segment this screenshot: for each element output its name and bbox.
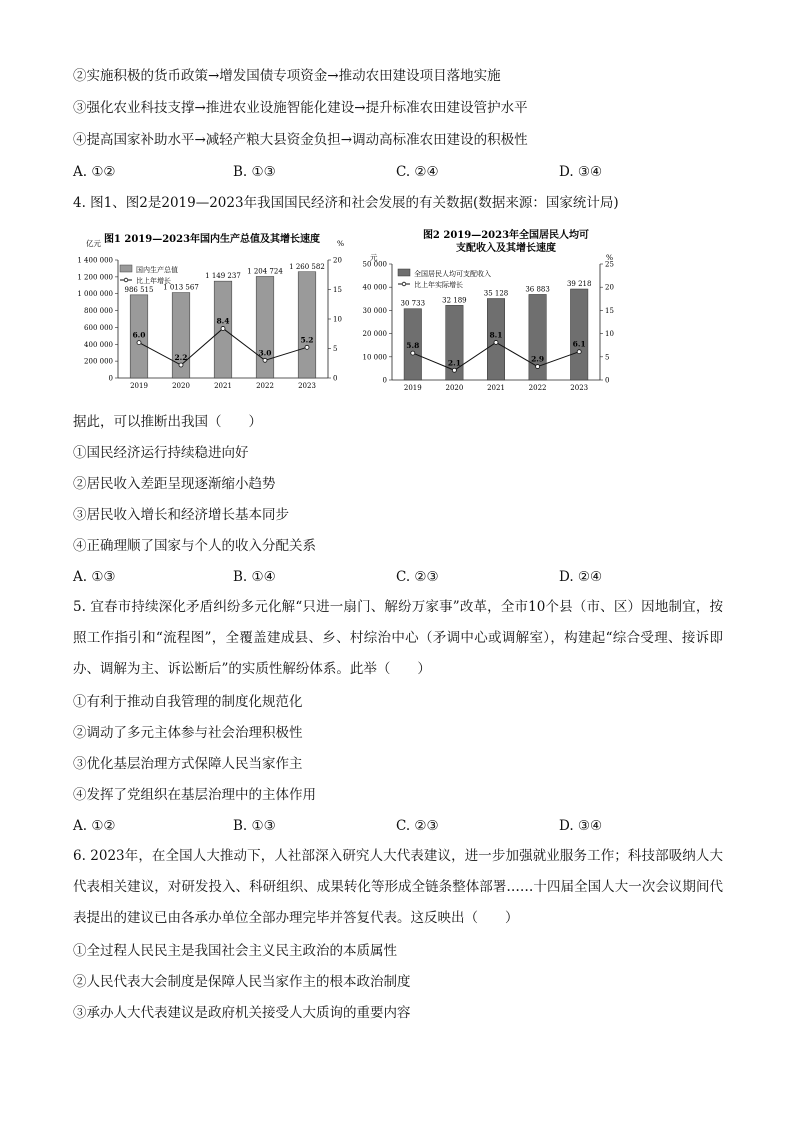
chart1-legend-line-label: 比上年增长: [136, 277, 171, 285]
chart2-growth-point-2019: [411, 351, 415, 355]
chart2-bar-label-2023: 39 218: [566, 280, 592, 289]
q4-option-d: D. ②④: [559, 569, 603, 585]
chart2-left-tick-label: 40 000: [362, 283, 387, 292]
chart2-growth-label-2020: 2.1: [447, 358, 461, 368]
chart1-right-unit: %: [337, 239, 345, 248]
chart2-right-unit: %: [606, 253, 614, 262]
q3-option-b: B. ①③: [233, 164, 276, 180]
chart1-growth-point-2020: [179, 363, 183, 367]
chart2-legend-line-marker: [402, 282, 406, 286]
chart1-bar-label-2023: 1 260 582: [289, 262, 325, 271]
chart2-legend-line-label: 比上年实际增长: [414, 281, 463, 289]
chart1-category-2020: 2020: [172, 382, 190, 390]
chart1-growth-point-2022: [263, 358, 267, 362]
chart2-right-tick-label: 20: [605, 283, 614, 292]
chart1-bar-2022: [256, 276, 274, 378]
chart2-growth-point-2020: [452, 368, 456, 372]
chart1-category-2022: 2022: [256, 382, 274, 390]
chart2-right-tick-label: 15: [605, 306, 614, 315]
q3-option-a: A. ①②: [73, 164, 116, 180]
chart1-right-tick-label: 5: [333, 345, 338, 353]
chart1-legend-bar-label: 国内生产总值: [136, 266, 178, 274]
chart1-right-tick-label: 15: [333, 286, 342, 294]
q5-item-2: ②调动了多元主体参与社会治理积极性: [73, 725, 303, 741]
chart1-left-tick-label: 600 000: [84, 323, 113, 332]
q3-item-4: ④提高国家补助水平→减轻产粮大县资金负担→调动高标准农田建设的积极性: [73, 132, 528, 148]
q4-option-c: C. ②③: [396, 569, 439, 585]
chart2-bar-label-2022: 36 883: [525, 285, 550, 294]
q5-item-1: ①有利于推动自我管理的制度化规范化: [73, 694, 303, 710]
chart1-left-tick-label: 400 000: [84, 340, 113, 349]
chart1-title: 图1 2019—2023年国内生产总值及其增长速度: [103, 234, 321, 245]
chart2-left-unit: 元: [370, 253, 378, 262]
q4-after: 据此，可以推断出我国（ ）: [73, 414, 262, 430]
q4-item-3: ③居民收入增长和经济增长基本同步: [73, 507, 289, 523]
q5-item-4: ④发挥了党组织在基层治理中的主体作用: [73, 787, 316, 803]
q5-stem: 5. 宜春市持续深化矛盾纠纷多元化解“只进一扇门、解纷万家事”改革，全市10个县（市、区）因地制宜，按照工作指引和“流程图”，全覆盖建成县、乡、村综治中心（矛调中心或调解室），构建起“综合受理、接诉即办、调解为主、诉讼断后”的实质性解纷体系。此举（ ）: [73, 599, 723, 677]
chart2-category-2019: 2019: [403, 384, 422, 392]
chart1-left-tick-label: 800 000: [84, 307, 113, 316]
chart1-right-tick-label: 20: [333, 256, 342, 265]
chart1-left-tick-label: 1 200 000: [77, 273, 113, 282]
chart2-right-tick-label: 0: [605, 376, 610, 385]
chart1-growth-label-2021: 8.4: [216, 316, 230, 326]
chart1-legend-bar-swatch: [120, 265, 132, 272]
chart1-growth-label-2023: 5.2: [300, 335, 314, 345]
chart2-growth-point-2021: [494, 340, 498, 344]
chart2-category-2022: 2022: [528, 384, 547, 392]
q5-option-d: D. ③④: [559, 818, 603, 834]
chart-income: [360, 224, 632, 396]
chart2-category-2023: 2023: [570, 384, 589, 392]
chart2-title-line2: 支配收入及其增长速度: [456, 243, 556, 254]
q3-option-d: D. ③④: [559, 164, 603, 180]
chart1-left-tick-label: 0: [108, 374, 113, 383]
chart2-bar-label-2021: 35 128: [483, 289, 509, 298]
chart2-left-tick-label: 50 000: [362, 260, 387, 269]
chart2-right-tick-label: 5: [605, 353, 610, 362]
chart1-left-tick-label: 200 000: [84, 357, 113, 366]
q5-option-b: B. ①③: [233, 818, 276, 834]
q6-stem: 6. 2023年，在全国人大推动下，人社部深入研究人大代表建议，进一步加强就业服务工作；科技部吸纳人大代表相关建议，对研发投入、科研组织、成果转化等形成全链条整体部署……十四届全国人大一次会议期间代表提出的建议已由各承办单位全部办理完毕并答复代表。这反映出（ ）: [73, 848, 723, 926]
q3-item-3: ③强化农业科技支撑→推进农业设施智能化建设→提升标准农田建设管护水平: [73, 100, 528, 116]
chart1-category-2021: 2021: [214, 382, 232, 390]
chart2-right-tick-label: 25: [605, 260, 614, 269]
chart2-category-2021: 2021: [487, 384, 505, 392]
chart2-growth-label-2022: 2.9: [531, 354, 545, 364]
chart1-bar-label-2021: 1 149 237: [205, 272, 241, 281]
chart1-category-2023: 2023: [298, 382, 316, 390]
chart2-growth-point-2022: [536, 365, 540, 369]
q4-stem: 4. 图1、图2是2019—2023年我国国民经济和社会发展的有关数据(数据来源：国家统计局): [73, 195, 619, 211]
chart2-legend-bar-label: 全国居民人均可支配收入: [414, 270, 491, 278]
chart2-bar-label-2019: 30 733: [400, 299, 426, 308]
q6-item-3: ③承办人大代表建议是政府机关接受人大质询的重要内容: [73, 1005, 411, 1021]
chart1-legend-line-marker: [124, 278, 128, 282]
chart1-growth-point-2021: [221, 326, 225, 330]
chart2-title-line1: 图2 2019—2023年全国居民人均可: [422, 230, 590, 241]
chart2-left-tick-label: 20 000: [362, 330, 387, 339]
chart1-bar-2023: [298, 272, 316, 378]
q4-option-a: A. ①③: [73, 569, 116, 585]
chart1-growth-label-2022: 3.0: [258, 348, 272, 358]
chart1-bar-label-2019: 986 515: [124, 285, 154, 294]
chart1-left-tick-label: 1 400 000: [77, 256, 113, 265]
chart2-growth-label-2019: 5.8: [406, 341, 420, 351]
chart2-growth-label-2021: 8.1: [489, 330, 503, 340]
q4-item-4: ④正确理顺了国家与个人的收入分配关系: [73, 538, 316, 554]
q5-option-c: C. ②③: [396, 818, 439, 834]
chart2-bar-2023: [570, 289, 587, 380]
chart2-legend-bar-swatch: [398, 269, 410, 276]
chart2-category-2020: 2020: [445, 384, 464, 392]
q6-item-2: ②人民代表大会制度是保障人民当家作主的根本政治制度: [73, 974, 411, 990]
chart1-left-tick-label: 1 000 000: [77, 290, 113, 299]
chart1-bar-label-2022: 1 204 724: [247, 267, 283, 276]
chart2-left-tick-label: 0: [382, 376, 387, 385]
chart1-growth-label-2019: 6.0: [132, 330, 146, 340]
chart1-growth-label-2020: 2.2: [174, 353, 188, 363]
chart1-left-unit: 亿元: [86, 239, 101, 248]
chart1-category-2019: 2019: [130, 382, 148, 390]
q6-item-1: ①全过程人民民主是我国社会主义民主政治的本质属性: [73, 943, 397, 959]
q4-option-b: B. ①④: [233, 569, 276, 585]
chart2-bar-label-2020: 32 189: [442, 296, 467, 305]
q3-option-c: C. ②④: [396, 164, 439, 180]
q5-option-a: A. ①②: [73, 818, 116, 834]
q4-item-2: ②居民收入差距呈现逐渐缩小趋势: [73, 476, 276, 492]
chart2-right-tick-label: 10: [605, 330, 614, 339]
chart-gdp: [72, 224, 352, 396]
chart2-growth-point-2023: [577, 350, 581, 354]
chart1-right-tick-label: 10: [333, 315, 342, 324]
chart1-bar-label-2020: 1 013 567: [163, 283, 199, 292]
q3-item-2: ②实施积极的货币政策→增发国债专项资金→推动农田建设项目落地实施: [73, 68, 501, 84]
chart2-growth-label-2023: 6.1: [572, 339, 586, 349]
q4-item-1: ①国民经济运行持续稳进向好: [73, 445, 249, 461]
chart2-left-tick-label: 10 000: [362, 353, 387, 362]
chart1-growth-point-2019: [137, 341, 141, 345]
chart1-right-tick-label: 0: [333, 374, 338, 383]
chart2-left-tick-label: 30 000: [362, 306, 387, 315]
q5-item-3: ③优化基层治理方式保障人民当家作主: [73, 756, 303, 772]
chart1-growth-point-2023: [305, 345, 309, 349]
